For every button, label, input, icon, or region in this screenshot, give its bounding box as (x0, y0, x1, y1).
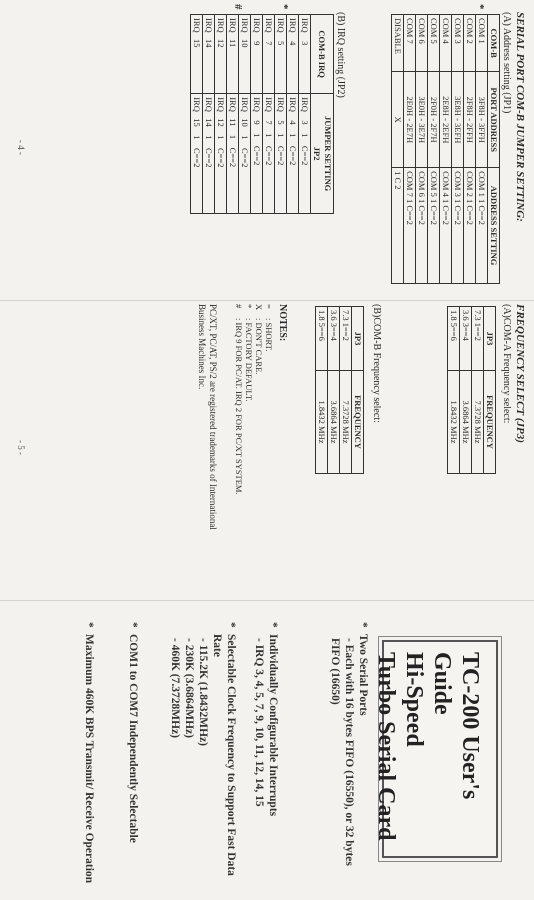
com-a-frequency-caption: (A)COM-A Frequency select: (501, 304, 512, 424)
cover-title-line-3: Turbo Serial Card (373, 652, 399, 841)
note-item (234, 304, 244, 504)
feature-item (126, 622, 140, 884)
table-cell: IRQ 3 (299, 15, 311, 94)
note-text: : FACTORY DEFAULT. (244, 318, 254, 402)
table-cell: 3.6 3==4 (328, 307, 340, 371)
table-cell: 3E0H - 3E7H (416, 72, 428, 168)
feature-heading: Two Serial Ports (357, 634, 369, 716)
table-cell: 3F8H - 3FFH (476, 72, 488, 168)
bullet-mark: * (83, 622, 95, 628)
bullet-mark: * (267, 622, 279, 628)
table-cell: IRQ 15 (191, 15, 203, 94)
table-cell: 3.6864 MHz (460, 371, 472, 474)
table-cell: IRQ 9 1 C==2 (251, 94, 263, 214)
col-port-address: PORT ADDRESS (488, 72, 500, 168)
feature-detail: - IRQ 3, 4, 5, 7, 9, 10, 11, 12, 14, 15 (253, 638, 265, 807)
cover-panel (0, 600, 534, 900)
table-cell: IRQ 14 (203, 15, 215, 94)
table-cell: COM 2 (464, 15, 476, 72)
table-row (215, 15, 227, 214)
col-jumper-setting: JUMPER SETTING (322, 94, 334, 214)
table-row (472, 307, 484, 474)
table-cell: 2F0H - 2F7H (428, 72, 440, 168)
note-text: : SHORT. (264, 318, 274, 352)
irq-setting-caption: (B) IRQ setting (JP2) (335, 12, 346, 98)
table-row (452, 15, 464, 284)
col-frequency: FREQUENCY (352, 371, 364, 474)
table-row (191, 15, 203, 214)
irq-default-mark: * (278, 4, 290, 10)
page-number-5: - 5 - (16, 440, 26, 455)
trademark-note: PC/XT, PC/AT, PS/2 are registered trademarks of International Business Machines Inc. (197, 304, 218, 530)
table-row (203, 15, 215, 214)
table-cell: COM 4 (440, 15, 452, 72)
feature-heading: Maximum 460K BPS Transmit/ Receive Operation (83, 634, 95, 884)
table-cell: COM 3 1 C==2 (452, 168, 464, 284)
com-b-frequency-table (315, 306, 364, 474)
note-text: : IRQ 9 FOR PC/AT. IRQ 2 FOR PC/XT SYSTEM. (234, 318, 244, 495)
feature-detail: - 460K (7.3728MHz) (169, 638, 181, 738)
table-row (263, 15, 275, 214)
page-number-4: - 4 - (16, 140, 26, 155)
table-cell: COM 3 (452, 15, 464, 72)
table-cell: COM 7 1 C==2 (404, 168, 416, 284)
table-row (476, 15, 488, 284)
table-cell: 2E8H - 2EFH (440, 72, 452, 168)
table-cell: IRQ 15 1 C==2 (191, 94, 203, 214)
col-jp3: JP3 (352, 307, 364, 371)
bullet-mark: * (127, 622, 139, 628)
table-cell: COM 5 1 C==2 (428, 168, 440, 284)
table-cell: X (392, 72, 404, 168)
table-cell: 3.6 3==4 (460, 307, 472, 371)
feature-detail: - 230K (3.6864MHz) (183, 638, 195, 738)
table-row (239, 15, 251, 214)
table-row (428, 15, 440, 284)
com-a-frequency-table (447, 306, 496, 474)
table-cell: IRQ 10 1 C==2 (239, 94, 251, 214)
irq-table (190, 14, 334, 214)
feature-detail: - 115.2K (1.8432MHz) (197, 638, 209, 746)
table-cell: COM 5 (428, 15, 440, 72)
note-symbol: = (264, 304, 274, 309)
note-text: : DON'T CARE. (254, 318, 264, 375)
note-symbol: # (234, 304, 244, 309)
table-row (287, 15, 299, 214)
table-cell: IRQ 9 (251, 15, 263, 94)
feature-item (82, 622, 96, 884)
table-cell: IRQ 7 1 C==2 (263, 94, 275, 214)
table-cell: IRQ 11 1 C==2 (227, 94, 239, 214)
table-row (340, 307, 352, 474)
table-cell: IRQ 4 (287, 15, 299, 94)
bullet-mark: * (357, 622, 369, 628)
table-cell: 1.8432 MHz (316, 371, 328, 474)
feature-detail: - Each with 16 bytes FIFO (16550), or 32 bytes FIFO (16650) (329, 638, 355, 866)
table-row (440, 15, 452, 284)
col-com-b: COM-B (488, 15, 500, 72)
table-cell: 7.3 1==2 (340, 307, 352, 371)
irq-pcxt-mark: # (232, 4, 244, 10)
address-table (391, 14, 500, 284)
table-cell: COM 7 (404, 15, 416, 72)
table-cell: IRQ 12 1 C==2 (215, 94, 227, 214)
table-row (416, 15, 428, 284)
table-cell: 1 C 2 (392, 168, 404, 284)
table-cell: IRQ 11 (227, 15, 239, 94)
table-cell: IRQ 5 (275, 15, 287, 94)
table-row (328, 307, 340, 474)
table-cell: COM 1 1 C==2 (476, 168, 488, 284)
notes-title: NOTES: (277, 304, 288, 342)
table-row (275, 15, 287, 214)
page-4-panel (0, 0, 534, 300)
cover-title-box (373, 640, 498, 858)
note-symbol: * (244, 304, 254, 309)
feature-heading: Selectable Clock Frequency to Support Fast Data Rate (211, 634, 237, 876)
table-cell: 2E0H - 2E7H (404, 72, 416, 168)
col-address-setting: ADDRESS SETTING (488, 168, 500, 284)
table-cell: 1.8 5==6 (316, 307, 328, 371)
bullet-mark: * (225, 622, 237, 628)
table-cell: IRQ 10 (239, 15, 251, 94)
col-com-b-irq: COM-B IRQ (311, 15, 334, 94)
table-row (299, 15, 311, 214)
cover-title-line-2: Hi-Speed (401, 652, 427, 747)
table-cell: 2F8H - 2FFH (464, 72, 476, 168)
feature-item (168, 622, 238, 884)
note-item (244, 304, 254, 504)
table-row (227, 15, 239, 214)
table-cell: IRQ 12 (215, 15, 227, 94)
table-row (251, 15, 263, 214)
feature-heading: COM1 to COM7 Independently Selectable (127, 634, 139, 843)
table-cell: 1.8 5==6 (448, 307, 460, 371)
table-cell: IRQ 5 1 C==2 (275, 94, 287, 214)
table-cell: IRQ 3 1 C==2 (299, 94, 311, 214)
note-item (264, 304, 274, 504)
table-row (316, 307, 328, 474)
table-cell: 1.8432 MHz (448, 371, 460, 474)
table-row (392, 15, 404, 284)
table-cell: IRQ 7 (263, 15, 275, 94)
page-5-panel (0, 300, 534, 600)
address-setting-caption: (A) Address setting (JP1) (501, 12, 512, 114)
table-cell: COM 6 (416, 15, 428, 72)
table-row (448, 307, 460, 474)
feature-item (252, 622, 280, 884)
feature-heading: Individually Configurable Interrupts (267, 634, 279, 817)
table-cell: 7.3 1==2 (472, 307, 484, 371)
note-symbol: X (254, 304, 264, 311)
table-cell: 3E8H - 3EFH (452, 72, 464, 168)
default-mark: * (474, 4, 486, 10)
table-cell: 7.3728 MHz (340, 371, 352, 474)
table-cell: IRQ 4 1 C==2 (287, 94, 299, 214)
table-cell: COM 2 1 C==2 (464, 168, 476, 284)
feature-item (328, 622, 370, 884)
col-jp2: JP2 (311, 94, 323, 214)
table-row (404, 15, 416, 284)
table-cell: DISABLE (392, 15, 404, 72)
table-row (460, 307, 472, 474)
col-jp3: JP3 (484, 307, 496, 371)
cover-title-line-1: TC-200 User's Guide (429, 652, 483, 800)
notes-list (234, 304, 274, 504)
table-cell: COM 4 1 C==2 (440, 168, 452, 284)
col-frequency: FREQUENCY (484, 371, 496, 474)
table-row (464, 15, 476, 284)
jumper-setting-title: SERIAL PORT COM-B JUMPER SETTING: (514, 12, 526, 222)
com-b-frequency-caption: (B)COM-B Frequency select: (371, 304, 382, 423)
frequency-select-title: FREQUENCY SELECT (JP3) (514, 304, 526, 443)
table-cell: COM 1 (476, 15, 488, 72)
table-cell: IRQ 14 1 C==2 (203, 94, 215, 214)
table-cell: 7.3728 MHz (472, 371, 484, 474)
note-item (254, 304, 264, 504)
table-cell: COM 6 1 C==2 (416, 168, 428, 284)
table-cell: 3.6864 MHz (328, 371, 340, 474)
